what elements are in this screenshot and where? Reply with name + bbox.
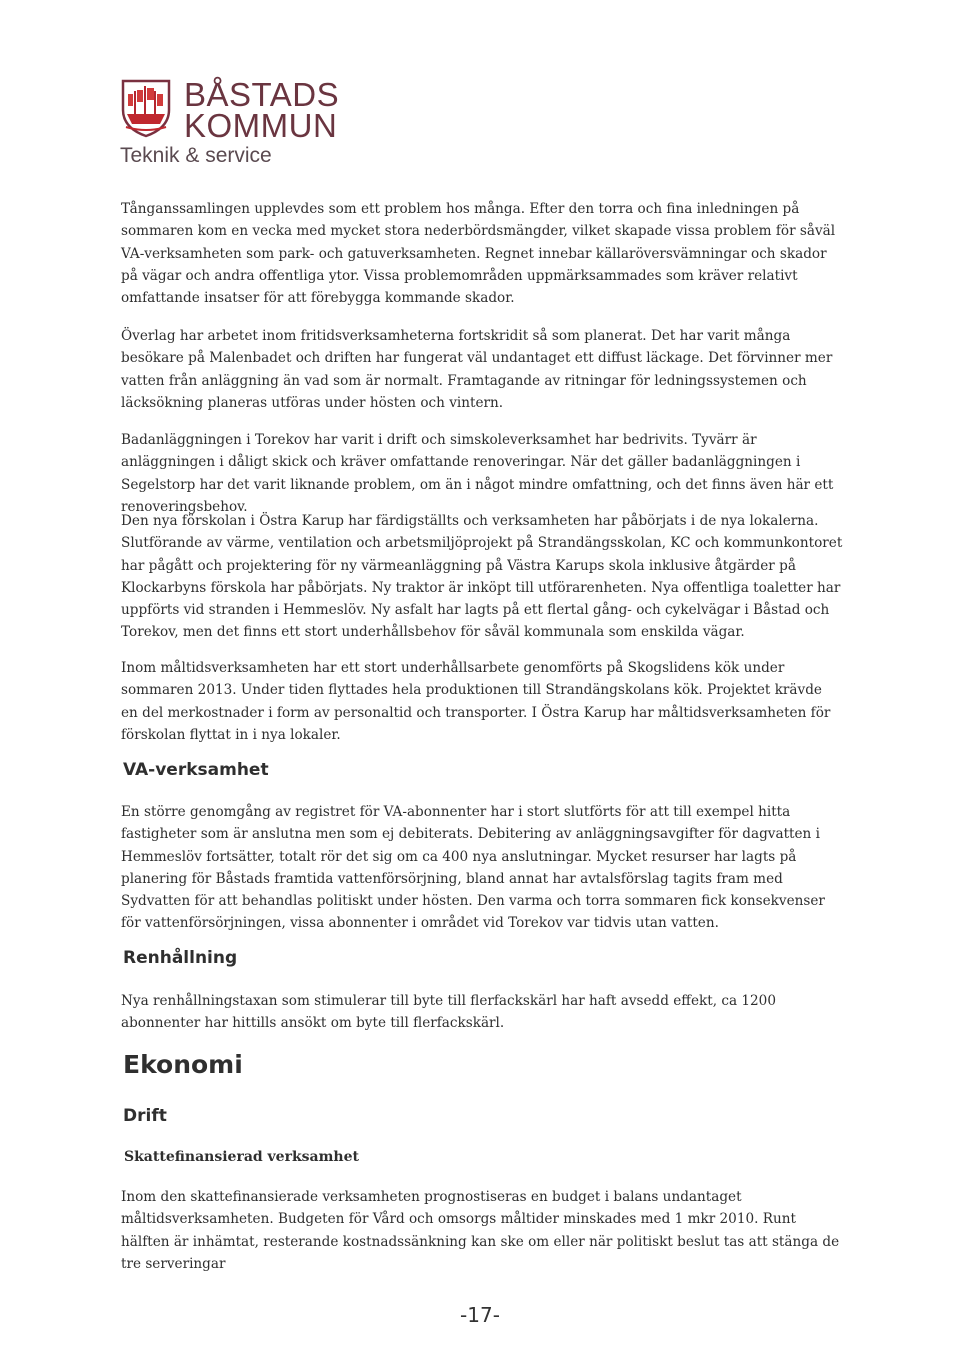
department-name: Teknik & service <box>120 144 272 167</box>
heading-skattefinansierad: Skattefinansierad verksamhet <box>124 1149 359 1165</box>
paragraph-baths: Badanläggningen i Torekov har varit i drift och simskoleverksamhet har bedrivits. Tyvärr är anläggningen i dåligt skick och kräver omfattande renoveringar. När det gäller badanläggningen i Segelstorp har det varit liknande problem, om än i något mindre omfattning, och det finns även här ett renoveringsbehov. <box>121 432 834 515</box>
paragraph-budget: Inom den skattefinansierade verksamheten prognostiseras en budget i balans undantaget måltidsverksamheten. Budgeten för Vård och omsorgs måltider minskades med 1 mkr 2010. Runt hälften är inhämtat, resterande kostnadssänkning kan ske om eller när politiskt beslut tas att stänga de tre serveringar <box>121 1189 840 1272</box>
paragraph-va: En större genomgång av registret för VA-abonnenter har i stort slutförts för att till exempel hitta fastigheter som är anslutna men som ej debiterats. Debitering av anläggningsavgifter för dagvatten i Hemmeslöv fortsätter, totalt rör det sig om ca 400 nya anslutningar. Mycket resurser har lagts på planering för Båstads framtida vattenförsörjning, bland annat har avtalsförslag tagits fram med Sydvatten för att behandlas politiskt under hösten. Den varma och torra sommaren fick konsekvenser för vattenförsörjningen, vissa abonnenter i området vid Torekov var tidvis utan vatten. <box>121 804 825 932</box>
crest-ship-icon <box>120 78 172 138</box>
heading-drift: Drift <box>123 1106 167 1126</box>
heading-ekonomi: Ekonomi <box>123 1050 243 1079</box>
brand-name-line1: BÅSTADS <box>184 76 340 113</box>
brand-name-line2: KOMMUN <box>184 107 338 144</box>
paragraph-leisure: Överlag har arbetet inom fritidsverksamheterna fortskridit så som planerat. Det har varit många besökare på Malenbadet och driften har fungerat väl undantaget ett diffust läckage. Det förvinner mer vatten från anläggning än vad som är normalt. Framtagande av ritningar för ledningssystemen och läcksökning planeras utföras under hösten och vintern. <box>121 328 833 411</box>
heading-va: VA-verksamhet <box>123 760 269 780</box>
paragraph-meals: Inom måltidsverksamheten har ett stort underhållsarbete genomförts på Skogslidens kök under sommaren 2013. Under tiden flyttades hela produktionen till Strandängskolans kök. Projektet krävde en del merkostnader i form av personaltid och transporter. I Östra Karup har måltidsverksamheten för förskolan flyttat in i nya lokaler. <box>121 660 831 743</box>
page-number: -17- <box>460 1303 500 1327</box>
paragraph-projects: Den nya förskolan i Östra Karup har färdigställts och verksamheten har påbörjats i de nya lokalerna. Slutförande av värme, ventilation och arbetsmiljöprojekt på Strandängsskolan, KC och kommunkontoret har pågått och projektering för ny värmeanläggning på Västra Karups skola inklusive åtgärder på Klockarbyns förskola har påbörjats. Ny traktor är inköpt till utförarenheten. Nya offentliga toaletter har uppförts vid stranden i Hemmeslöv. Ny asfalt har lagts på ett flertal gång- och cykelvägar i Båstad och Torekov, men det finns ett stort underhållsbehov för såväl kommunala som enskilda vägar. <box>121 513 843 641</box>
heading-renhallning: Renhållning <box>123 948 238 968</box>
paragraph-weather: Tånganssamlingen upplevdes som ett problem hos många. Efter den torra och fina inledningen på sommaren kom en vecka med mycket stora nederbördsmängder, vilket skapade vissa problem för såväl VA-verksamheten som park- och gatuverksamheten. Regnet innebar källaröversvämningar och skador på vägar och andra offentliga ytor. Vissa problemområden uppmärksammades som kräver relativt omfattande insatser för att förebygga kommande skador. <box>121 201 836 307</box>
paragraph-renhallning: Nya renhållningstaxan som stimulerar till byte till flerfackskärl har haft avsedd effekt, ca 1200 abonnenter har hittills ansökt om byte till flerfackskärl. <box>121 993 776 1032</box>
